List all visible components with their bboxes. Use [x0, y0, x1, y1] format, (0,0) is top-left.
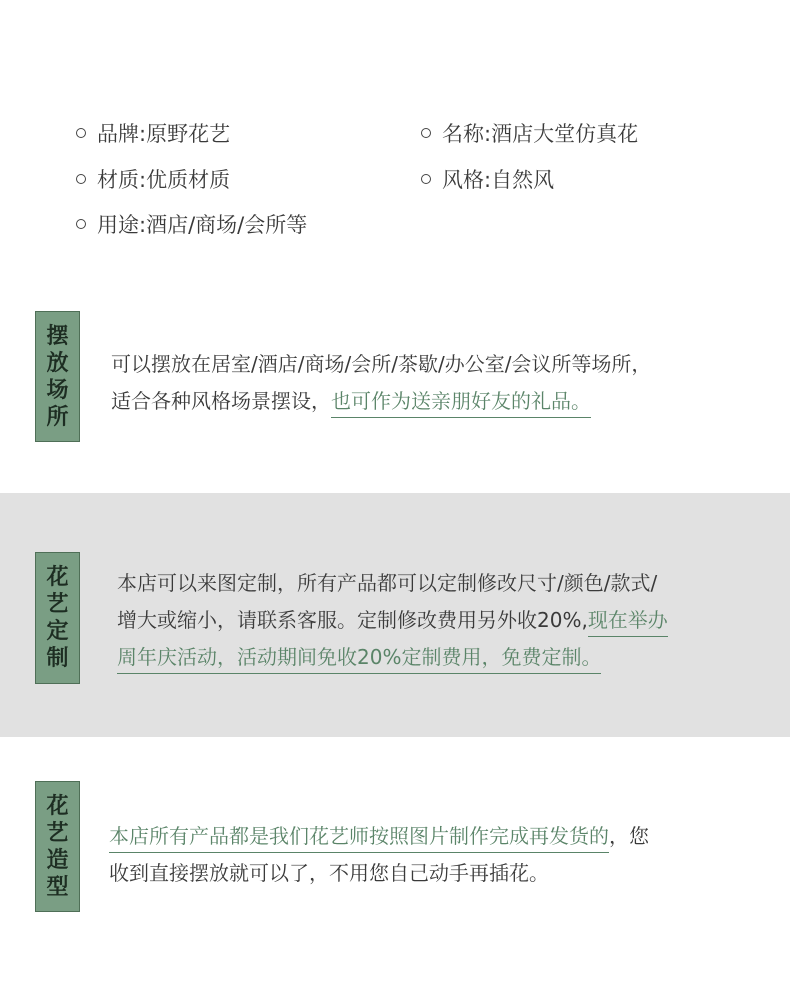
- arrangement-paragraph: 本店所有产品都是我们花艺师按照图片制作完成再发货的，您 收到直接摆放就可以了，不用您自己动手再插花。: [109, 824, 649, 885]
- spec-item-usage: 用途:酒店/商场/会所等: [76, 210, 307, 240]
- spec-item-brand: 品牌:原野花艺: [76, 119, 230, 149]
- circle-bullet-icon: [76, 174, 86, 184]
- circle-bullet-icon: [76, 128, 86, 138]
- placement-paragraph: 可以摆放在居室/酒店/商场/会所/茶歇/办公室/会议所等场所， 适合各种风格场景摆设，也可作为送亲朋好友的礼品。: [111, 346, 651, 420]
- spec-item-style: 风格:自然风: [421, 165, 554, 195]
- highlight-text: 本店所有产品都是我们花艺师按照图片制作完成再发货的: [109, 824, 609, 853]
- highlight-text: 也可作为送亲朋好友的礼品。: [331, 389, 591, 418]
- spec-item-name: 名称:酒店大堂仿真花: [421, 119, 638, 149]
- section-tag-arrangement: 花 艺 造 型: [35, 781, 80, 912]
- highlight-text: 周年庆活动，活动期间免收20%定制费用，免费定制。: [117, 645, 601, 674]
- highlight-text: 现在举办: [588, 608, 668, 637]
- section-tag-placement: 摆 放 场 所: [35, 311, 80, 442]
- circle-bullet-icon: [76, 219, 86, 229]
- custom-paragraph: 本店可以来图定制，所有产品都可以定制修改尺寸/颜色/款式/ 增大或缩小，请联系客服。定制修改费用另外收20%,现在举办 周年庆活动，活动期间免收20%定制费用，免费定制。: [117, 565, 668, 676]
- section-tag-custom: 花 艺 定 制: [35, 552, 80, 684]
- spec-item-material: 材质:优质材质: [76, 165, 230, 195]
- circle-bullet-icon: [421, 128, 431, 138]
- circle-bullet-icon: [421, 174, 431, 184]
